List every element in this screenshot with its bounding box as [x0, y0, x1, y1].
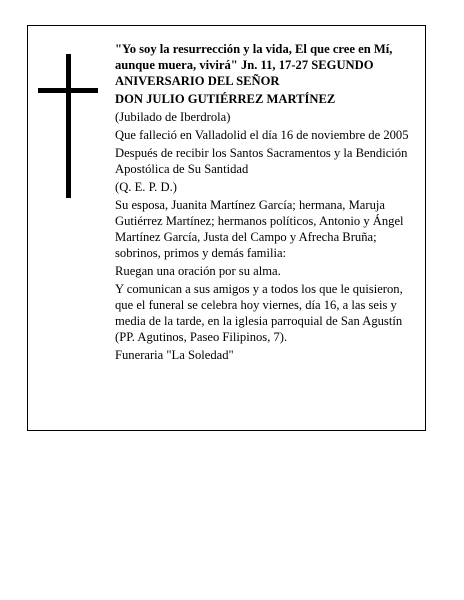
cross-horizontal-bar	[38, 88, 98, 93]
notice-text	[115, 41, 417, 365]
obituary-notice	[27, 25, 426, 431]
cross-icon	[38, 54, 98, 198]
rip-line: (Q. E. P. D.)	[115, 180, 177, 194]
funeral-info: Y comunican a sus amigos y a todos los que le quisieron, que el funeral se celebra hoy viernes, día 16, a las seis y media de la tarde, en la iglesia parroquial de San Agustín (PP. Agutinos, Paseo Filipinos, 7).	[115, 282, 403, 344]
deceased-name: DON JULIO GUTIÉRREZ MARTÍNEZ	[115, 92, 336, 106]
funeral-home: Funeraria "La Soledad"	[115, 348, 234, 362]
prayer-request: Ruegan una oración por su alma.	[115, 264, 281, 278]
occupation-line: (Jubilado de Iberdrola)	[115, 110, 231, 124]
death-info: Que falleció en Valladolid el día 16 de noviembre de 2005	[115, 128, 409, 142]
quote-heading: "Yo soy la resurrección y la vida, El que cree en Mí, aunque muera, vivirá" Jn. 11, 17-27 SEGUNDO ANIVERSARIO DEL SEÑOR	[115, 42, 393, 88]
cross-vertical-bar	[66, 54, 71, 198]
sacraments-line: Después de recibir los Santos Sacramentos y la Bendición Apostólica de Su Santidad	[115, 146, 408, 176]
family-line: Su esposa, Juanita Martínez García; hermana, Maruja Gutiérrez Martínez; hermanos políticos, Antonio y Ángel Martínez García, Justa del Campo y Afrecha Bruña; sobrinos, primos y demás familia:	[115, 198, 404, 260]
